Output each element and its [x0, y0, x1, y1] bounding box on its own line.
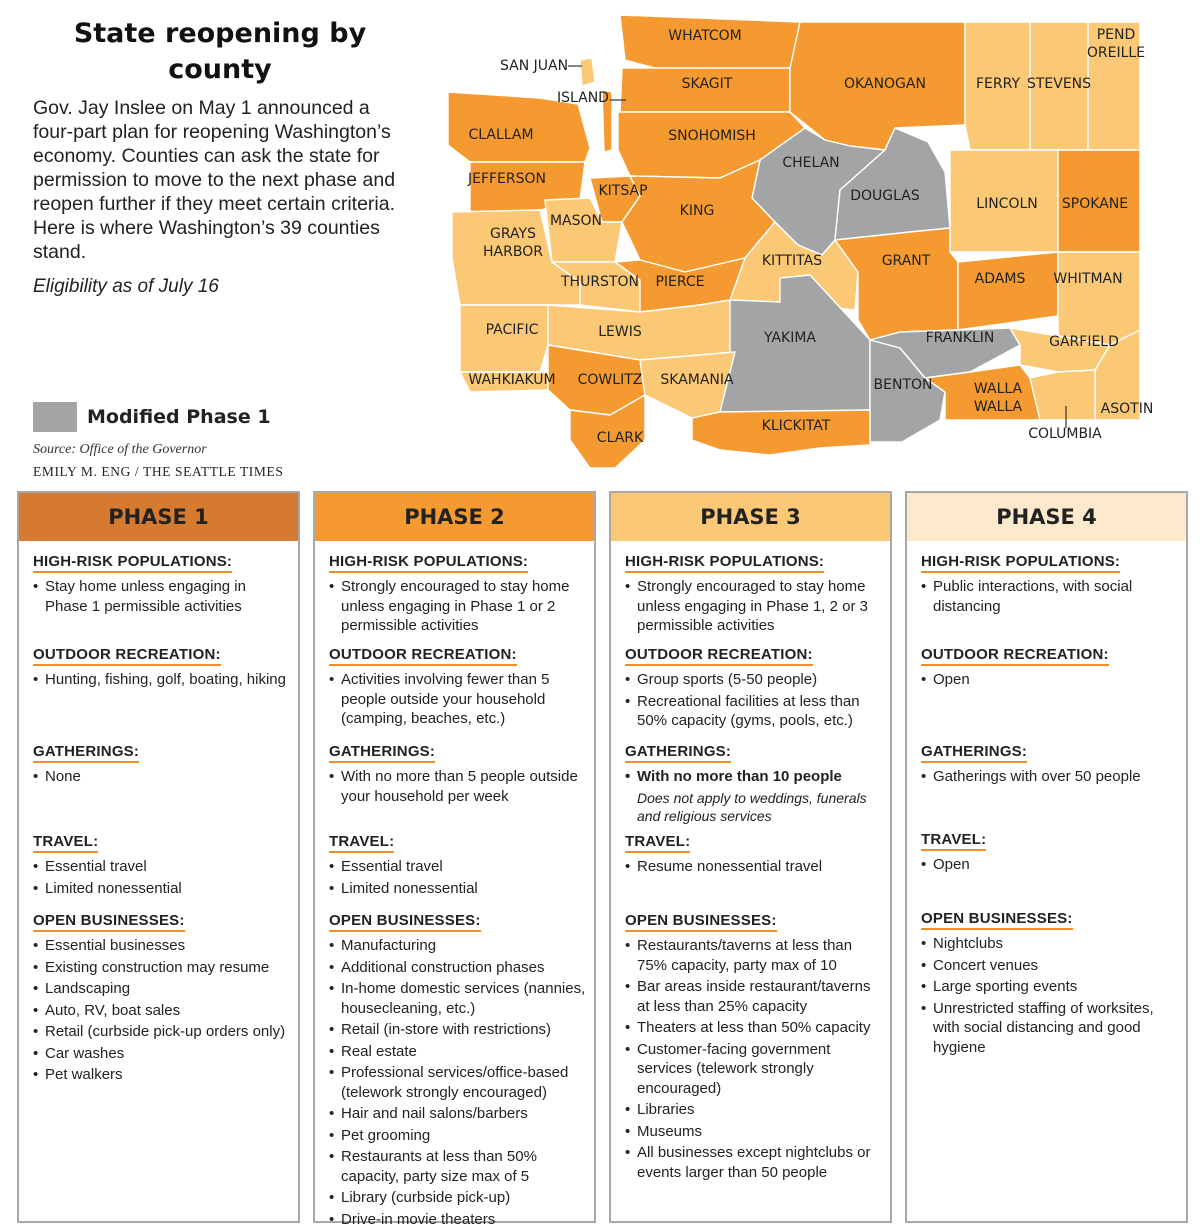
legend-swatch-modified-phase-1: [33, 402, 77, 432]
county-label-skagit: SKAGIT: [681, 76, 733, 92]
list-item: • None: [33, 767, 290, 787]
county-label-franklin: FRANKLIN: [925, 330, 995, 346]
list-item: • Pet grooming: [329, 1126, 586, 1146]
list-item: • Retail (curbside pick-up orders only): [33, 1022, 290, 1042]
list-item: • Strongly encouraged to stay home unless engaging in Phase 1, 2 or 3 permissible activities: [625, 577, 882, 636]
county-label-thurston: THURSTON: [561, 274, 639, 290]
phase-card-4: [905, 491, 1188, 1223]
section-list: [329, 670, 586, 729]
county-label-stevens: STEVENS: [1026, 76, 1092, 92]
list-item: • Open: [921, 670, 1178, 690]
county-label-wahkiakum: WAHKIAKUM: [468, 372, 556, 388]
list-item: • Concert venues: [921, 956, 1178, 976]
list-item: • Library (curbside pick-up): [329, 1188, 586, 1208]
county-label-king: KING: [679, 203, 715, 219]
list-item: • Theaters at less than 50% capacity: [625, 1018, 882, 1038]
phase-section: [329, 644, 586, 731]
county-label-pierce: PIERCE: [655, 274, 705, 290]
county-label-adams: ADAMS: [974, 271, 1026, 287]
source-note: Source: Office of the Governor: [33, 442, 207, 457]
phase-section: [625, 644, 882, 733]
list-item: • Existing construction may resume: [33, 958, 290, 978]
list-item: • Restaurants at less than 50% capacity, party size max of 5: [329, 1147, 586, 1186]
phase-section: [33, 831, 290, 900]
section-list: [921, 855, 1178, 875]
section-list: [921, 670, 1178, 690]
section-title: HIGH-RISK POPULATIONS:: [921, 553, 1120, 573]
section-title: OUTDOOR RECREATION:: [921, 646, 1109, 666]
county-label-jefferson: JEFFERSON: [467, 171, 547, 187]
list-item: • Strongly encouraged to stay home unless engaging in Phase 1 or 2 permissible activities: [329, 577, 586, 636]
county-label-island: ISLAND: [557, 90, 609, 106]
county-label-walla-walla: WALLA WALLA: [973, 381, 1023, 415]
list-item: • Restaurants/taverns at less than 75% capacity, party max of 10: [625, 936, 882, 975]
county-label-benton: BENTON: [873, 377, 933, 393]
phase-card-3: [609, 491, 892, 1223]
list-item: • Recreational facilities at less than 50% capacity (gyms, pools, etc.): [625, 692, 882, 731]
county-whitman: [1058, 252, 1140, 345]
list-item: • Activities involving fewer than 5 people outside your household (camping, beaches, etc.): [329, 670, 586, 729]
section-title: GATHERINGS:: [33, 743, 139, 763]
list-item: • With no more than 5 people outside your household per week: [329, 767, 586, 806]
phase-cards: [17, 491, 1193, 1228]
section-list: [329, 577, 586, 636]
list-item: • Essential travel: [329, 857, 586, 877]
county-label-ferry: FERRY: [975, 76, 1021, 92]
list-item: • All businesses except nightclubs or events larger than 50 people: [625, 1143, 882, 1182]
phase-card-title: PHASE 1: [19, 493, 298, 541]
phase-section: [921, 908, 1178, 1059]
county-label-garfield: GARFIELD: [1049, 334, 1119, 350]
phase-section: [329, 910, 586, 1231]
phase-card-title: PHASE 2: [315, 493, 594, 541]
phase-section: [33, 644, 290, 692]
section-title: OUTDOOR RECREATION:: [33, 646, 221, 666]
county-label-cowlitz: COWLITZ: [577, 372, 643, 388]
county-label-spokane: SPOKANE: [1061, 196, 1129, 212]
county-adams: [958, 252, 1058, 330]
header-panel: [0, 0, 430, 490]
section-title: HIGH-RISK POPULATIONS:: [625, 553, 824, 573]
list-item: • In-home domestic services (nannies, housecleaning, etc.): [329, 979, 586, 1018]
section-list: [33, 670, 290, 690]
list-item: • Manufacturing: [329, 936, 586, 956]
phase-section: [329, 551, 586, 638]
section-title: GATHERINGS:: [625, 743, 731, 763]
section-list: [33, 936, 290, 1085]
county-label-grant: GRANT: [881, 253, 931, 269]
county-label-klickitat: KLICKITAT: [761, 418, 831, 434]
section-title: GATHERINGS:: [921, 743, 1027, 763]
county-label-lewis: LEWIS: [598, 324, 642, 340]
list-item: • Car washes: [33, 1044, 290, 1064]
county-label-columbia: COLUMBIA: [1028, 426, 1102, 442]
section-list: [625, 767, 882, 787]
section-title: OPEN BUSINESSES:: [33, 912, 185, 932]
county-label-clallam: CLALLAM: [468, 127, 534, 143]
page-title: State reopening by county: [73, 18, 367, 85]
county-label-whatcom: WHATCOM: [668, 28, 742, 44]
section-title: OUTDOOR RECREATION:: [625, 646, 813, 666]
list-item: • Real estate: [329, 1042, 586, 1062]
list-item: • Drive-in movie theaters: [329, 1210, 586, 1230]
list-item: • Stay home unless engaging in Phase 1 permissible activities: [33, 577, 290, 616]
section-title: OUTDOOR RECREATION:: [329, 646, 517, 666]
list-item: • Nightclubs: [921, 934, 1178, 954]
county-san-juan: [580, 58, 595, 86]
phase-section: [625, 741, 882, 825]
section-title: TRAVEL:: [33, 833, 98, 853]
list-item: • Libraries: [625, 1100, 882, 1120]
section-title: TRAVEL:: [625, 833, 690, 853]
list-item: • Group sports (5-50 people): [625, 670, 882, 690]
county-label-san-juan: SAN JUAN: [500, 58, 569, 74]
county-label-clark: CLARK: [596, 430, 644, 446]
county-label-lincoln: LINCOLN: [976, 196, 1038, 212]
phase-section: [625, 551, 882, 638]
section-list: [33, 577, 290, 616]
county-label-asotin: ASOTIN: [1100, 401, 1154, 417]
list-item: • Bar areas inside restaurant/taverns at less than 25% capacity: [625, 977, 882, 1016]
phase-section: [921, 741, 1178, 789]
list-item: • Pet walkers: [33, 1065, 290, 1085]
list-item: • Additional construction phases: [329, 958, 586, 978]
county-label-mason: MASON: [549, 213, 603, 229]
county-label-kitsap: KITSAP: [598, 183, 648, 199]
section-list: [625, 577, 882, 636]
county-label-kittitas: KITTITAS: [761, 253, 823, 269]
section-list: [33, 767, 290, 787]
county-label-pend-oreille: PEND OREILLE: [1086, 27, 1146, 61]
section-title: GATHERINGS:: [329, 743, 435, 763]
phase-section: [33, 910, 290, 1087]
phase-card-title: PHASE 4: [907, 493, 1186, 541]
list-item: • Landscaping: [33, 979, 290, 999]
section-list: [921, 767, 1178, 787]
county-label-pacific: PACIFIC: [485, 322, 539, 338]
county-label-douglas: DOUGLAS: [850, 188, 920, 204]
section-list: [329, 767, 586, 806]
phase-card-title: PHASE 3: [611, 493, 890, 541]
county-label-yakima: YAKIMA: [763, 330, 817, 346]
list-item: • Gatherings with over 50 people: [921, 767, 1178, 787]
list-item: • Customer-facing government services (telework strongly encouraged): [625, 1040, 882, 1099]
section-title: TRAVEL:: [921, 831, 986, 851]
list-item: • Resume nonessential travel: [625, 857, 882, 877]
phase-section: [625, 910, 882, 1184]
section-title: HIGH-RISK POPULATIONS:: [33, 553, 232, 573]
phase-card-1: [17, 491, 300, 1223]
county-label-grays-harbor: GRAYS HARBOR: [483, 226, 543, 260]
list-item: • Hunting, fishing, golf, boating, hiking: [33, 670, 290, 690]
phase-card-2: [313, 491, 596, 1228]
credit-line: EMILY M. ENG / THE SEATTLE TIMES: [33, 464, 284, 479]
list-item: • Essential travel: [33, 857, 290, 877]
list-item: • Hair and nail salons/barbers: [329, 1104, 586, 1124]
list-item: • Professional services/office-based (telework strongly encouraged): [329, 1063, 586, 1102]
list-item: • Limited nonessential: [33, 879, 290, 899]
phase-section: [329, 831, 586, 900]
list-item: • Essential businesses: [33, 936, 290, 956]
section-title: OPEN BUSINESSES:: [921, 910, 1073, 930]
section-title: TRAVEL:: [329, 833, 394, 853]
list-item: • Retail (in-store with restrictions): [329, 1020, 586, 1040]
county-columbia: [1030, 370, 1095, 420]
section-list: [625, 936, 882, 1182]
section-note: Does not apply to weddings, funerals and religious services: [637, 789, 867, 824]
phase-section: [921, 644, 1178, 692]
phase-section: [33, 551, 290, 618]
list-item: • Unrestricted staffing of worksites, with social distancing and good hygiene: [921, 999, 1178, 1058]
section-title: OPEN BUSINESSES:: [329, 912, 481, 932]
phase-section: [625, 831, 882, 879]
phase-section: [921, 829, 1178, 877]
phase-section: [329, 741, 586, 808]
county-pacific: [460, 305, 548, 372]
list-item: • Limited nonessential: [329, 879, 586, 899]
section-list: [921, 577, 1178, 616]
phase-section: [921, 551, 1178, 618]
map-legend: [33, 402, 271, 432]
section-title: OPEN BUSINESSES:: [625, 912, 777, 932]
section-list: [329, 857, 586, 898]
county-label-skamania: SKAMANIA: [660, 372, 734, 388]
county-label-snohomish: SNOHOMISH: [668, 128, 756, 144]
county-label-okanogan: OKANOGAN: [844, 76, 926, 92]
intro-text: Gov. Jay Inslee on May 1 announced a four-part plan for reopening Washington’s economy. Counties can ask the state for permission to move to the next phase and reopen further if they meet certain criteria. Here is where Washington’s 39 counties stand.: [33, 97, 396, 263]
list-item: • Open: [921, 855, 1178, 875]
section-title: HIGH-RISK POPULATIONS:: [329, 553, 528, 573]
list-item: • Large sporting events: [921, 977, 1178, 997]
county-label-chelan: CHELAN: [782, 155, 840, 171]
list-item: • Auto, RV, boat sales: [33, 1001, 290, 1021]
washington-county-map: [430, 0, 1200, 480]
legend-label: Modified Phase 1: [87, 406, 271, 428]
section-list: [625, 857, 882, 877]
section-list: [33, 857, 290, 898]
phase-section: [33, 741, 290, 789]
list-item: • Museums: [625, 1122, 882, 1142]
section-list: [625, 670, 882, 731]
list-item: • Public interactions, with social distancing: [921, 577, 1178, 616]
section-list: [921, 934, 1178, 1057]
county-label-whitman: WHITMAN: [1053, 271, 1123, 287]
list-item: • With no more than 10 people: [625, 767, 882, 787]
eligibility-date: Eligibility as of July 16: [33, 276, 219, 297]
section-list: [329, 936, 586, 1229]
